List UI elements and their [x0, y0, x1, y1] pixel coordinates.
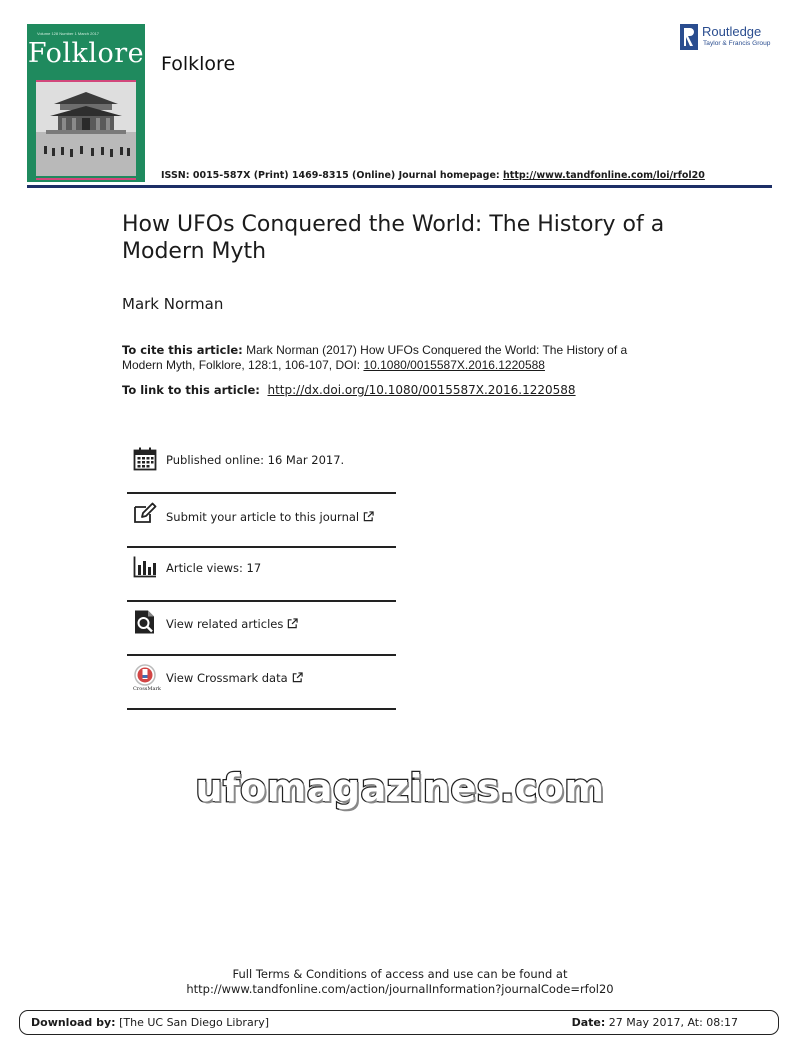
date-label: Date:: [571, 1016, 606, 1029]
journal-homepage-link[interactable]: http://www.tandfonline.com/loi/rfol20: [503, 170, 705, 181]
info-divider: [127, 600, 396, 602]
publisher-name: Routledge: [702, 24, 762, 39]
related-articles-link[interactable]: [166, 617, 298, 631]
submit-article-row[interactable]: [127, 502, 396, 532]
article-author: Mark Norman: [122, 295, 224, 313]
routledge-r-icon: [680, 24, 698, 50]
cover-photo: [36, 80, 136, 176]
crossmark-text: View Crossmark data: [166, 671, 288, 685]
citation-block: [122, 343, 662, 373]
article-title: How UFOs Conquered the World: The History of a Modern Myth: [122, 212, 665, 264]
citation-label: To cite this article:: [122, 343, 243, 357]
journal-cover[interactable]: [27, 24, 145, 182]
published-online-text: Published online: 16 Mar 2017.: [166, 453, 345, 467]
bar-chart-icon: [133, 555, 157, 579]
article-doi-link[interactable]: http://dx.doi.org/10.1080/0015587X.2016.1220588: [267, 383, 576, 397]
edit-icon: [133, 502, 157, 526]
document-search-icon: [133, 610, 157, 634]
issn-line: [161, 170, 705, 181]
issn-text: ISSN: 0015-587X (Print) 1469-8315 (Online) Journal homepage:: [161, 170, 504, 181]
terms-url-link[interactable]: http://www.tandfonline.com/action/journalInformation?journalCode=rfol20: [186, 982, 614, 996]
download-label: Download by:: [31, 1016, 116, 1029]
publisher-subname: Taylor & Francis Group: [703, 40, 771, 47]
submit-article-link[interactable]: [166, 510, 374, 524]
citation-doi-link[interactable]: 10.1080/0015587X.2016.1220588: [363, 358, 545, 372]
article-link-line: [122, 383, 576, 397]
article-views-row: [127, 555, 396, 585]
header-divider: [27, 185, 772, 188]
published-online-row: [127, 447, 396, 477]
external-link-icon: [287, 618, 298, 629]
date-value: 27 May 2017, At: 08:17: [605, 1016, 738, 1029]
crossmark-row[interactable]: [127, 664, 396, 694]
info-divider: [127, 546, 396, 548]
crossmark-logo-text: CrossMark: [133, 686, 161, 692]
info-divider: [127, 654, 396, 656]
cover-accent-bar: [36, 178, 136, 180]
external-link-icon: [292, 672, 303, 683]
terms-block: [0, 967, 800, 997]
download-date: [572, 1016, 738, 1029]
citation-text: Mark Norman (2017) How UFOs Conquered the World: The History of a Modern Myth, Folklore, 128:1, 106-107, DOI:: [122, 343, 628, 372]
related-articles-row[interactable]: [127, 610, 396, 640]
cover-title: Folklore: [27, 38, 145, 69]
watermark-text: ufomagazines.com: [195, 766, 605, 810]
cover-volume-line: Volume 128 Number 1 March 2017: [37, 31, 100, 36]
download-info-box: [19, 1010, 779, 1035]
crossmark-link[interactable]: [166, 671, 303, 685]
info-divider: [127, 492, 396, 494]
external-link-icon: [363, 511, 374, 522]
journal-title[interactable]: Folklore: [161, 53, 236, 75]
terms-line: Full Terms & Conditions of access and use can be found at: [232, 967, 568, 981]
publisher-logo[interactable]: [680, 24, 780, 52]
submit-article-text: Submit your article to this journal: [166, 510, 360, 524]
related-articles-text: View related articles: [166, 617, 284, 631]
article-views-text: Article views: 17: [166, 561, 262, 575]
info-divider: [127, 708, 396, 710]
download-by: [31, 1016, 269, 1029]
article-link-label: To link to this article:: [122, 383, 260, 397]
palace-image: [36, 82, 136, 176]
download-value: [The UC San Diego Library]: [115, 1016, 270, 1029]
calendar-icon: [133, 447, 157, 471]
